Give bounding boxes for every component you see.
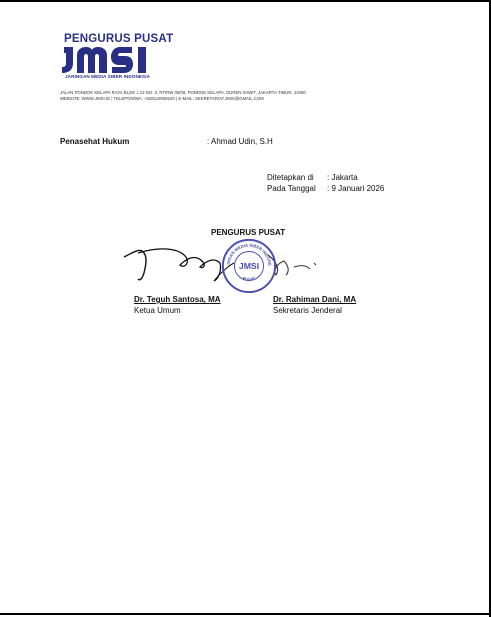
- logo-subtitle: JARINGAN MEDIA SIBER INDONESIA: [65, 74, 151, 79]
- page-border-top: [0, 0, 491, 2]
- date-label: Pada Tanggal: [267, 184, 316, 193]
- official-stamp: [220, 237, 278, 295]
- logo-wordmark: [62, 43, 170, 75]
- jmsi-logo: [62, 33, 177, 83]
- right-signatory-title: Sekretaris Jenderal: [273, 306, 342, 315]
- stamp-bottom-text: PUSAT: [241, 275, 257, 282]
- logo-top-text: PENGURUS PUSAT: [64, 33, 174, 45]
- role-value: : Ahmad Udin, S.H: [207, 137, 273, 146]
- stamp-center-text: JMSI: [238, 260, 260, 271]
- signatories-heading: PENGURUS PUSAT: [211, 228, 286, 237]
- left-signatory-name: Dr. Teguh Santosa, MA: [134, 295, 221, 304]
- role-label: Penasehat Hukum: [60, 137, 130, 146]
- stamp-ring-text: INGAN MEDIA SIBER INDONE: [225, 242, 273, 267]
- date-value: : 9 Januari 2026: [327, 184, 385, 193]
- place-value: : Jakarta: [327, 173, 358, 182]
- right-signatory-name: Dr. Rahiman Dani, MA: [273, 295, 357, 304]
- left-signatory-title: Ketua Umum: [134, 306, 181, 315]
- place-label: Ditetapkan di: [267, 173, 314, 182]
- address-line-1: JALAN PONDOK KELAPA RAYA BLOK J.13 NO. 3, RT/RW 05/08, PONDOK KELAPA, DUREN SAWIT, JAKARTA TIMUR, 13450: [60, 90, 306, 95]
- page-border-bottom: [0, 613, 491, 615]
- address-line-2: WEBSITE: WWW.JMSI.ID | TELEPON/WA: +628119008220 | E-MAIL: SEKRETARIAT.JMSI@GMAIL.COM: [60, 96, 264, 101]
- svg-text:PUSAT: [242, 275, 257, 281]
